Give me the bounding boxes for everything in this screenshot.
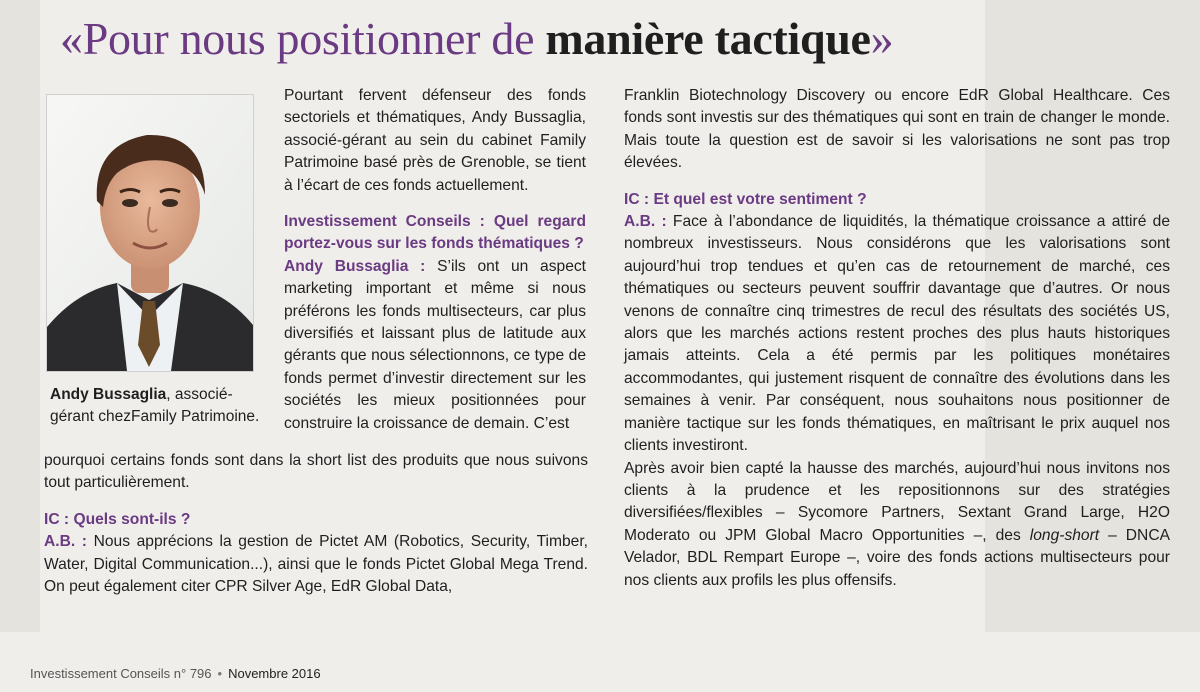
question-3	[624, 189, 1170, 211]
answer-1-speaker: Andy Bussaglia :	[284, 257, 426, 275]
answer-3-p2-end: – DNCA Velador, BDL Rempart Europe –, voire des fonds actions multisecteurs pour nos clients aux profils les plus offensifs.	[624, 526, 1170, 589]
photo-caption	[50, 384, 260, 428]
column-right	[624, 85, 1170, 592]
question-2-label: IC : Quels sont-ils ?	[44, 510, 191, 528]
answer-2-speaker: A.B. :	[44, 533, 87, 551]
portrait-illustration	[47, 95, 253, 371]
question-1-label: Investissement Conseils : Quel regard portez-vous sur les fonds thématiques ?	[284, 213, 586, 253]
column-middle	[284, 85, 586, 435]
column-middle-wide	[44, 450, 588, 598]
question-1	[284, 211, 586, 256]
portrait-photo	[46, 94, 254, 372]
answer-2-text: Nous apprécions la gestion de Pictet AM (Robotics, Security, Timber, Water, Digital Communication...), ainsi que le fonds Pictet Global Mega Trend. On peut également citer CPR Silver Age, EdR Global Data,	[44, 533, 588, 596]
answer-3-speaker: A.B. :	[624, 213, 667, 231]
caption-role: , associé-gérant chezFamily Patrimoine.	[50, 386, 260, 425]
answer-1	[284, 256, 586, 435]
answer-1-text: S’ils ont un aspect marketing important et même si nous préférons les fonds multisecteurs, car plus diversifiés et laissant plus de latitude aux gérants que nous sélectionnons, ce type de fonds permet d’investir directement sur les sociétés les mieux positionnées pour construire la croissance de demain. C’est	[284, 257, 586, 432]
question-2	[44, 509, 588, 531]
adjacent-page-left	[0, 0, 40, 632]
answer-1-continued: pourquoi certains fonds sont dans la short list des produits que nous suivons tout particulièrement.	[44, 452, 588, 492]
answer-3-p2-italic: long-short	[1029, 526, 1100, 544]
answer-3-text: Face à l’abondance de liquidités, la thématique croissance a attiré de nombreux investisseurs. Nous considérons que les valorisations sont aujourd’hui trop tendues et qu’en cas de retournement de marché, ces thématiques ou secteurs peuvent souffrir davantage que d’autres. Or nous venons de connaître cinq trimestres de recul des résultats des sociétés US, alors que les marchés actions restent proches des plus hauts historiques jamais atteints. Cela a été permis par les politiques monétaires accommodantes, qui justement risquent de connaître des évolutions dans les semaines à venir. Par conséquent, nous souhaitons nous positionner de manière tactique sur les fonds thématiques, en maîtrisant le prix auquel nos clients investiront.	[624, 213, 1170, 455]
footer-separator: •	[217, 666, 223, 681]
intro-paragraph: Pourtant fervent défenseur des fonds sectoriels et thématiques, Andy Bussaglia, associé-gérant au sein du cabinet Family Patrimoine basé près de Grenoble, se tient à l’écart de ces fonds actuellement.	[284, 87, 586, 194]
headline-part-1: «Pour nous positionner de	[60, 13, 546, 64]
footer-date: Novembre 2016	[228, 666, 321, 681]
caption-name: Andy Bussaglia	[50, 386, 167, 403]
page-footer	[30, 666, 321, 681]
footer-publication: Investissement Conseils n° 796	[30, 666, 212, 681]
question-3-label: IC : Et quel est votre sentiment ?	[624, 190, 867, 208]
answer-3	[624, 211, 1170, 457]
answer-3-paragraph-2	[624, 458, 1170, 592]
answer-2	[44, 531, 588, 598]
article-headline	[60, 10, 893, 68]
answer-3-p2-start: Après avoir bien capté la hausse des marchés, aujourd’hui nous invitons nos clients à la prudence et les repositionnons sur des stratégies diversifiées/flexibles – Sycomore Partners, Sextant Grand Large, H2O Moderato ou JPM Global Macro Opportunities –, des	[624, 459, 1170, 544]
headline-part-3: »	[870, 13, 894, 64]
headline-emphasis: manière tactique	[545, 13, 871, 64]
answer-2-continued: Franklin Biotechnology Discovery ou encore EdR Global Healthcare. Ces fonds sont investis sur des thématiques qui sont en train de changer le monde. Mais toute la question est de savoir si les valorisations ne sont pas trop élevées.	[624, 87, 1170, 172]
